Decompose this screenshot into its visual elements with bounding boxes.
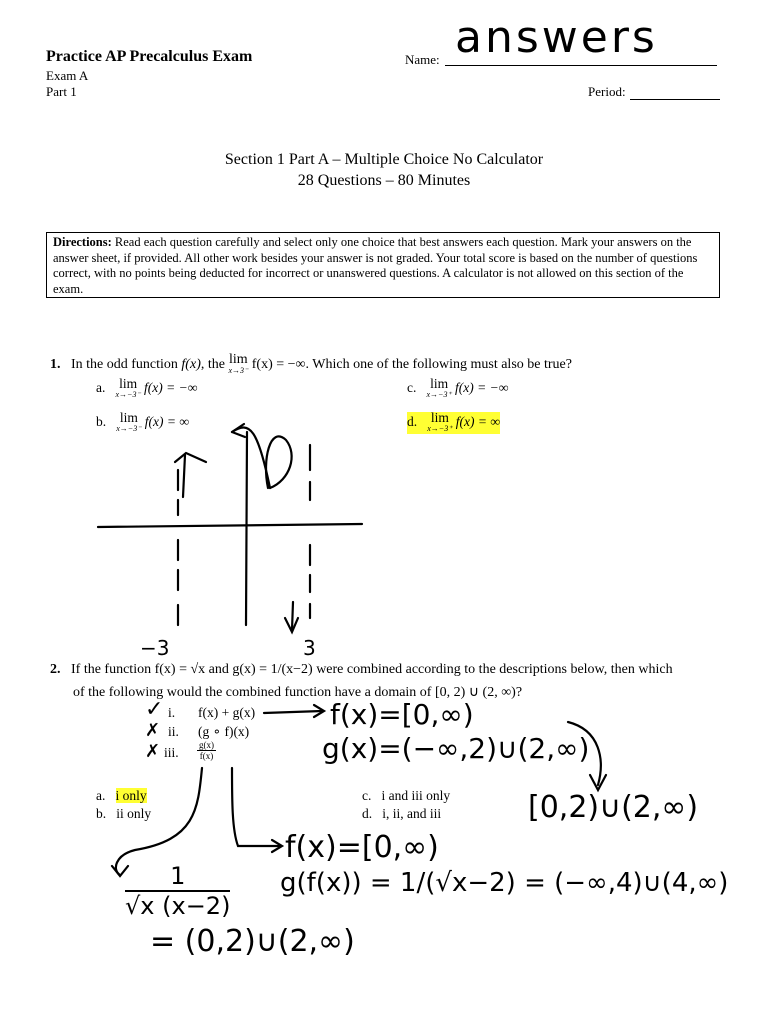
limit-expr: lim x→3⁻ bbox=[228, 352, 249, 375]
directions-box bbox=[46, 232, 720, 298]
handwritten-fraction: 1 √x (x−2) bbox=[125, 862, 231, 920]
exam-label: Exam A bbox=[46, 68, 89, 83]
question-2-line2: of the following would the combined function have a domain of [0, 2) ∪ (2, ∞)? bbox=[73, 685, 523, 700]
question-1 bbox=[50, 354, 572, 376]
question-text: In the odd function bbox=[71, 357, 178, 373]
q2-choice-c[interactable]: c. i and iii only bbox=[362, 788, 451, 803]
directions-label: Directions: bbox=[53, 235, 112, 249]
question-text: , the bbox=[200, 357, 225, 373]
q2-choice-d[interactable]: d. i, ii, and iii bbox=[362, 806, 442, 821]
q2-item-i-expr: f(x) + g(x) bbox=[198, 705, 256, 720]
x-mark-icon: ✗ bbox=[145, 720, 161, 741]
q1-choice-a[interactable]: a. lim x→−3⁻ f(x) = −∞ bbox=[96, 376, 198, 399]
handwritten-f-domain: f(x)=[0,∞) bbox=[330, 698, 474, 731]
handwritten-gof: g(f(x)) = 1/(√x−2) = (−∞,4)∪(4,∞) bbox=[280, 868, 729, 898]
handwritten-result-3: = (0,2)∪(2,∞) bbox=[150, 924, 355, 959]
x-mark-icon: ✗ bbox=[145, 741, 161, 762]
period-label: Period: bbox=[588, 84, 626, 99]
period-line bbox=[630, 98, 720, 100]
check-mark-icon: ✓ bbox=[145, 697, 164, 722]
handwritten-result-1: [0,2)∪(2,∞) bbox=[528, 790, 699, 825]
question-number: 1. bbox=[50, 357, 61, 373]
sketch-label-3: 3 bbox=[303, 636, 316, 660]
part-label: Part 1 bbox=[46, 84, 77, 99]
question-2 bbox=[50, 662, 673, 678]
section-heading: Section 1 Part A – Multiple Choice No Calculator bbox=[224, 151, 544, 168]
q1-choice-b[interactable]: b. lim x→−3⁻ f(x) = ∞ bbox=[96, 410, 190, 433]
handwritten-g-domain: g(x)=(−∞,2)∪(2,∞) bbox=[322, 732, 590, 765]
section-subheading: 28 Questions – 80 Minutes bbox=[297, 172, 471, 189]
q2-item-i: i. bbox=[168, 705, 176, 720]
q1-choice-c[interactable]: c. lim x→−3⁺ f(x) = −∞ bbox=[407, 376, 509, 399]
q2-item-ii-expr: (g ∘ f)(x) bbox=[198, 724, 250, 739]
math-fx: f(x) bbox=[181, 357, 201, 373]
q2-item-iii-fraction: g(x) f(x) bbox=[199, 740, 214, 761]
q2-item-ii: ii. bbox=[168, 724, 179, 739]
directions-text: Read each question carefully and select only one choice that best answers each question. Mark your answers on the answer sheet, if provided. All other work besides your answer is not graded. Your total score is based on the number of questions correct, with no points being deducted for incorrect or unanswered questions. A calculator is not allowed on this section of the exam. bbox=[53, 235, 698, 296]
q2-choice-a-selected[interactable]: a. i only bbox=[96, 788, 147, 803]
question-text: f(x) = −∞. Which one of the following must also be true? bbox=[251, 357, 572, 373]
question-number: 2. bbox=[50, 662, 61, 677]
sketch-label-neg3: −3 bbox=[140, 636, 170, 660]
handwritten-f-domain-2: f(x)=[0,∞) bbox=[285, 830, 439, 865]
exam-title: Practice AP Precalculus Exam bbox=[46, 48, 253, 65]
q2-choice-b[interactable]: b. ii only bbox=[96, 806, 152, 821]
name-label: Name: bbox=[405, 52, 440, 67]
q2-item-iii: iii. bbox=[164, 745, 179, 760]
question-text: If the function f(x) = √x and g(x) = 1/(x−2) were combined according to the descriptions below, then which bbox=[71, 662, 673, 677]
name-line bbox=[445, 64, 717, 66]
q1-choice-d-selected[interactable]: d. lim x→−3⁺ f(x) = ∞ bbox=[407, 410, 501, 433]
handwritten-name: answers bbox=[455, 12, 658, 63]
